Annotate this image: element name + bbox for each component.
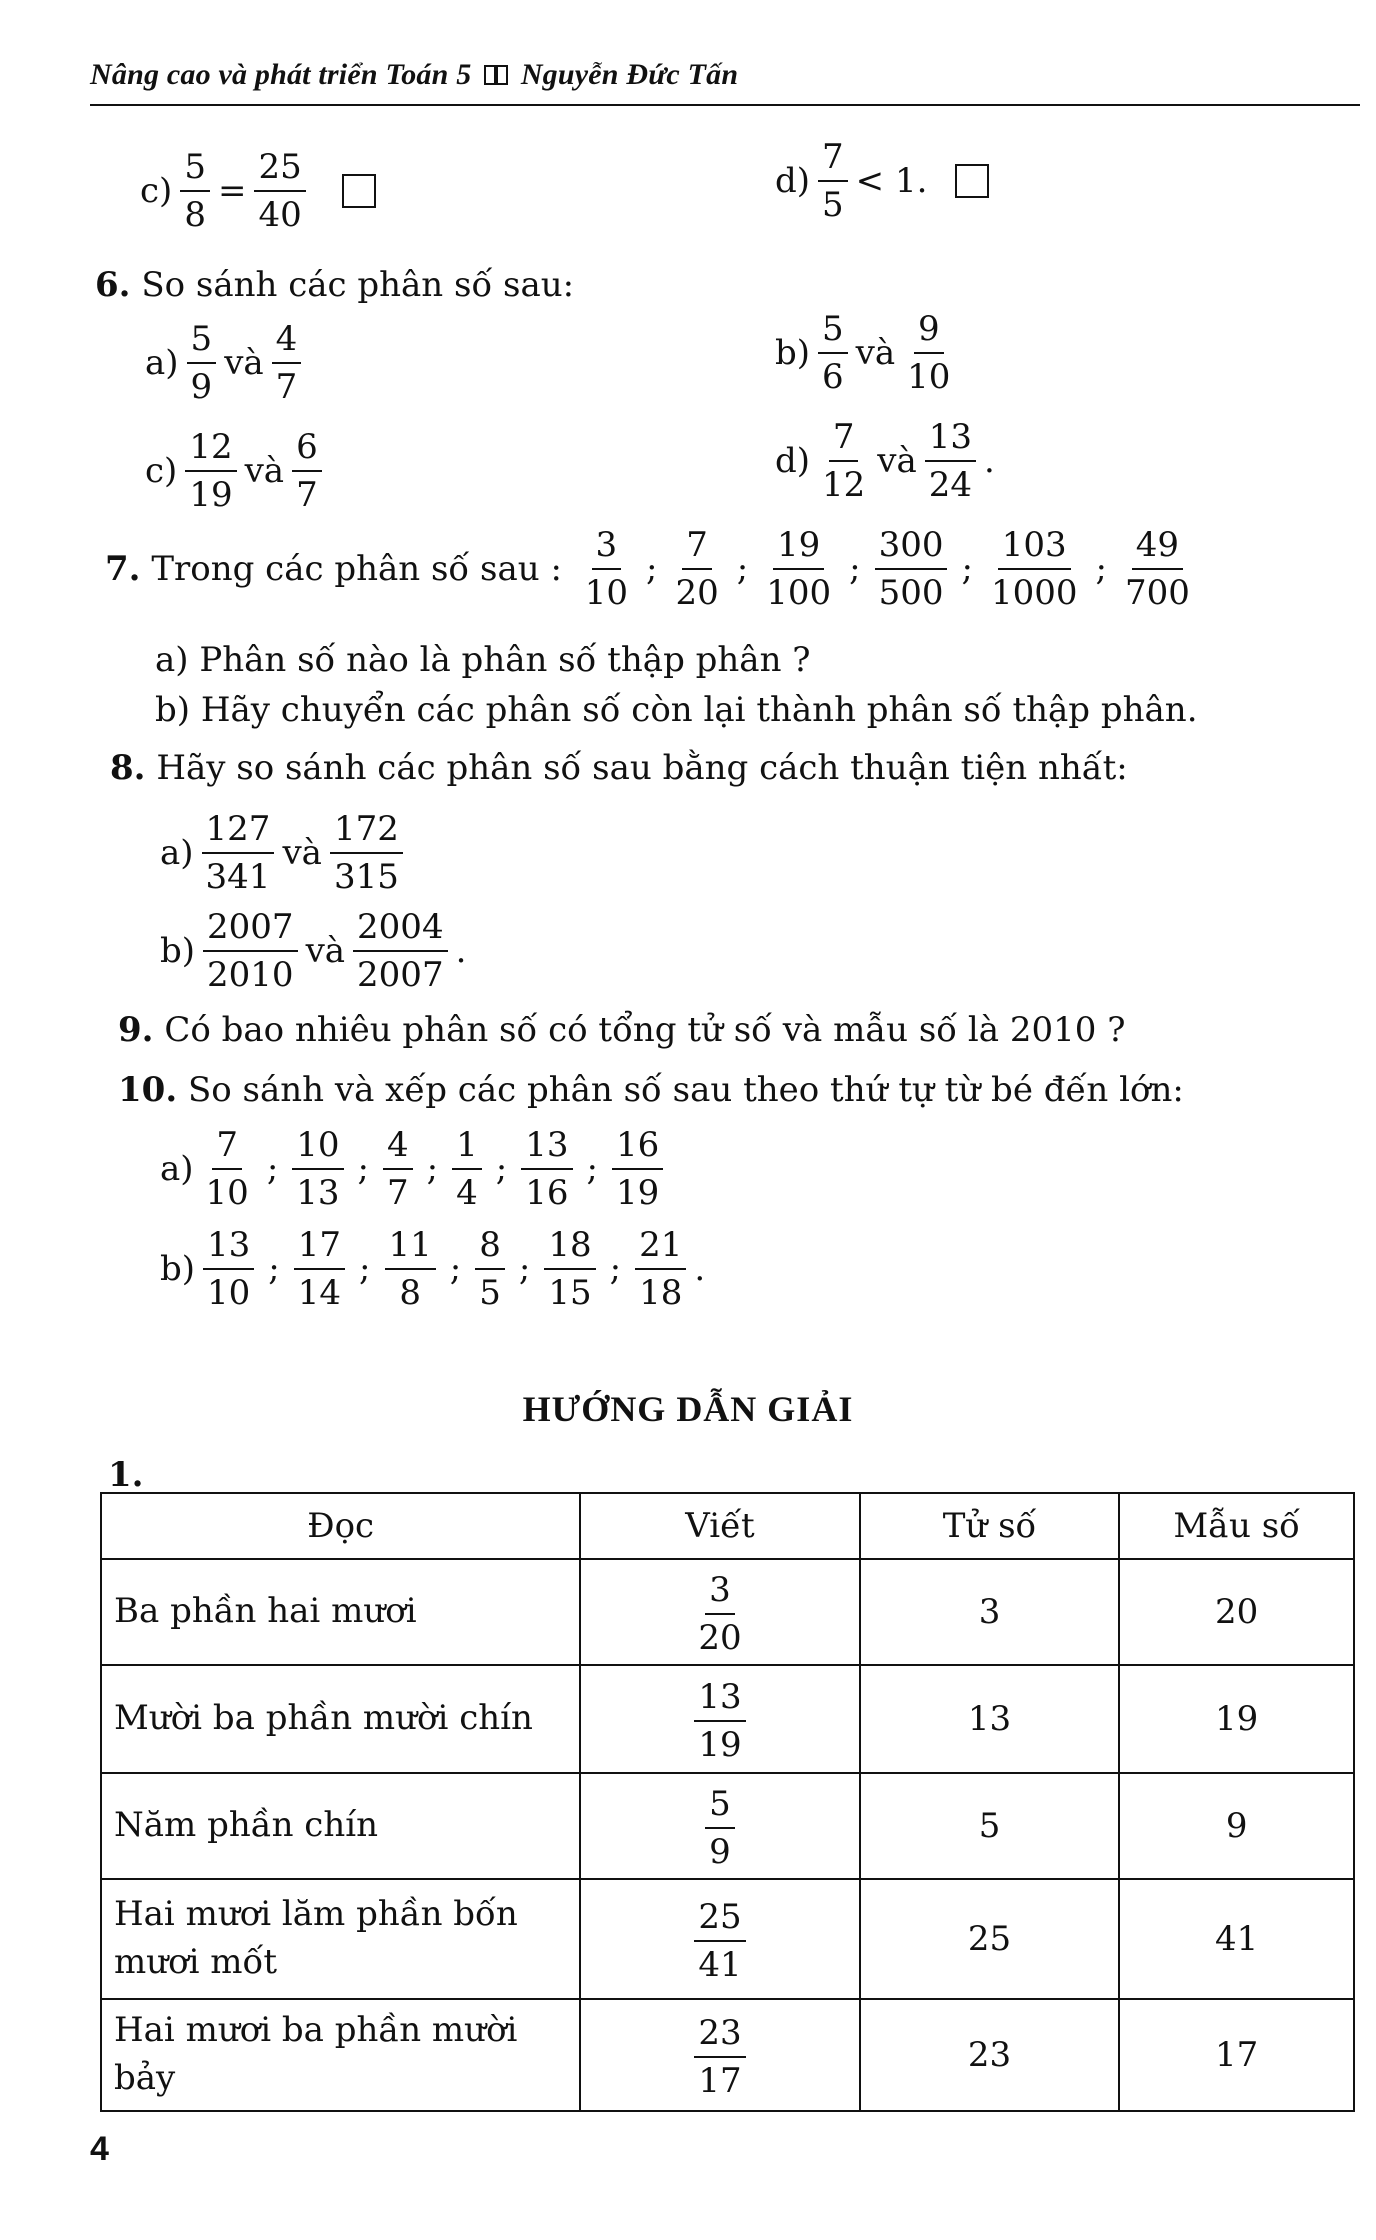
fraction: $\frac{13}{16}$	[521, 1128, 572, 1210]
ex6-a: a) $\frac{5}{9}$ và $\frac{4}{7}$	[145, 322, 309, 404]
table-header-row	[101, 1493, 1354, 1559]
ex7-b: b) Hãy chuyển các phân số còn lại thành phân số thập phân.	[155, 690, 1198, 730]
cell-numerator: 13	[860, 1665, 1120, 1773]
fraction: $\frac{13}{24}$	[925, 420, 976, 502]
fraction: $\frac{10}{13}$	[292, 1128, 343, 1210]
fraction: $\frac{18}{15}$	[544, 1228, 595, 1310]
ex6-title: 6. So sánh các phân số sau:	[95, 265, 575, 305]
ex7-title: 7. Trong các phân số sau : $\frac{3}{10}$ ; $\frac{7}{20}$ ; $\frac{19}{100}$ ; $\frac{300}{500}$ ; $\frac{103}{1000}$ ; $\frac{49}{700}$	[105, 528, 1202, 610]
fraction: $\frac{49}{700}$	[1124, 525, 1190, 613]
cell-read: Hai mươi lăm phần bốn mươi mốt	[101, 1879, 580, 1999]
fraction: $\frac{25}{40}$	[254, 150, 305, 232]
cell-write	[580, 1773, 860, 1879]
cell-numerator: 25	[860, 1879, 1120, 1999]
table-row	[101, 1559, 1354, 1665]
fraction: $\frac{16}{19}$	[612, 1128, 663, 1210]
answer-checkbox[interactable]	[955, 164, 989, 198]
column-header: Viết	[580, 1493, 860, 1559]
fraction: $\frac{127}{341}$	[202, 812, 275, 894]
cell-read: Ba phần hai mươi	[101, 1559, 580, 1665]
ex10-title: 10. So sánh và xếp các phân số sau theo thứ tự từ bé đến lớn:	[118, 1070, 1184, 1110]
cell-read: Mười ba phần mười chín	[101, 1665, 580, 1773]
ex6-c: c) $\frac{12}{19}$ và $\frac{6}{7}$	[145, 430, 330, 512]
fraction: $\frac{5}{9}$	[705, 1787, 735, 1869]
ex8-title: 8. Hãy so sánh các phân số sau bằng cách thuận tiện nhất:	[110, 748, 1128, 788]
ex8-b: b) $\frac{2007}{2010}$ và $\frac{2004}{2007}$ .	[160, 907, 467, 995]
answer-checkbox[interactable]	[342, 174, 376, 208]
fraction: $\frac{5}{8}$	[180, 150, 210, 232]
column-header: Đọc	[101, 1493, 580, 1559]
fraction: $\frac{13}{10}$	[203, 1228, 254, 1310]
fraction: $\frac{13}{19}$	[694, 1680, 745, 1762]
fraction: $\frac{172}{315}$	[330, 812, 403, 894]
fraction: $\frac{5}{6}$	[818, 312, 848, 394]
fraction: $\frac{7}{20}$	[675, 525, 719, 613]
book-icon	[483, 63, 509, 87]
ex7-a: a) Phân số nào là phân số thập phân ?	[155, 640, 811, 680]
cell-numerator: 23	[860, 1999, 1120, 2111]
fraction: $\frac{300}{500}$	[875, 528, 948, 610]
column-header: Mẫu số	[1119, 1493, 1354, 1559]
ex10-b: b) $\frac{13}{10}$ ; $\frac{17}{14}$ ; $\frac{11}{8}$ ; $\frac{8}{5}$ ; $\frac{18}{15}$ ; $\frac{21}{18}$ .	[160, 1225, 706, 1313]
ex9: 9. Có bao nhiêu phân số có tổng tử số và mẫu số là 2010 ?	[118, 1010, 1126, 1050]
ex5-d: d) $\frac{7}{5}$ < 1.	[775, 140, 989, 222]
header-rule	[90, 104, 1360, 106]
fraction: $\frac{21}{18}$	[635, 1228, 686, 1310]
header-author: Nguyễn Đức Tấn	[520, 58, 739, 91]
solutions-heading: HƯỚNG DẪN GIẢI	[522, 1389, 854, 1429]
fraction: $\frac{11}{8}$	[385, 1228, 436, 1310]
table-row	[101, 1879, 1354, 1999]
cell-denominator: 19	[1119, 1665, 1354, 1773]
cell-denominator: 20	[1119, 1559, 1354, 1665]
fraction: $\frac{23}{17}$	[694, 2016, 745, 2098]
table-row	[101, 1773, 1354, 1879]
header-title: Nâng cao và phát triển Toán 5	[90, 58, 472, 91]
column-header: Tử số	[860, 1493, 1120, 1559]
fraction: $\frac{2004}{2007}$	[353, 910, 448, 992]
cell-denominator: 17	[1119, 1999, 1354, 2111]
table-row	[101, 1665, 1354, 1773]
ex8-a: a) $\frac{127}{341}$ và $\frac{172}{315}$	[160, 812, 411, 894]
fraction: $\frac{9}{10}$	[907, 309, 951, 397]
fraction: $\frac{19}{100}$	[766, 525, 832, 613]
fraction: $\frac{103}{1000}$	[990, 525, 1078, 613]
cell-write	[580, 1879, 860, 1999]
ex6-b: b) $\frac{5}{6}$ và $\frac{9}{10}$	[775, 312, 962, 394]
table-row	[101, 1999, 1354, 2111]
solution-item-number: 1.	[108, 1455, 144, 1495]
page-number: 4	[90, 2130, 109, 2168]
fraction: $\frac{12}{19}$	[185, 430, 236, 512]
fraction: $\frac{7}{10}$	[205, 1125, 249, 1213]
fraction: $\frac{3}{10}$	[584, 525, 628, 613]
cell-numerator: 5	[860, 1773, 1120, 1879]
fraction: $\frac{17}{14}$	[294, 1228, 345, 1310]
cell-read: Năm phần chín	[101, 1773, 580, 1879]
fraction: $\frac{4}{7}$	[383, 1128, 413, 1210]
cell-denominator: 9	[1119, 1773, 1354, 1879]
fraction: $\frac{3}{20}$	[698, 1569, 742, 1658]
cell-numerator: 3	[860, 1559, 1120, 1665]
page-header	[90, 58, 1340, 92]
cell-read: Hai mươi ba phần mười bảy	[101, 1999, 580, 2111]
fraction: $\frac{7}{12}$	[822, 417, 866, 505]
cell-write	[580, 1999, 860, 2111]
fraction: $\frac{2007}{2010}$	[203, 910, 298, 992]
ex10-a: a) $\frac{7}{10}$ ; $\frac{10}{13}$ ; $\frac{4}{7}$ ; $\frac{1}{4}$ ; $\frac{13}{16}$ ; $\frac{16}{19}$	[160, 1128, 671, 1210]
ex6-d: d) $\frac{7}{12}$ và $\frac{13}{24}$ .	[775, 417, 995, 505]
solutions-table	[100, 1492, 1355, 2112]
fraction: $\frac{7}{5}$	[818, 140, 848, 222]
ex5-c: c) $\frac{5}{8}$ = $\frac{25}{40}$	[140, 150, 376, 232]
fraction: $\frac{1}{4}$	[452, 1128, 482, 1210]
cell-denominator: 41	[1119, 1879, 1354, 1999]
fraction: $\frac{5}{9}$	[187, 322, 217, 404]
cell-write	[580, 1559, 860, 1665]
fraction: $\frac{4}{7}$	[272, 322, 302, 404]
fraction: $\frac{25}{41}$	[694, 1900, 745, 1982]
fraction: $\frac{6}{7}$	[292, 430, 322, 512]
cell-write	[580, 1665, 860, 1773]
fraction: $\frac{8}{5}$	[475, 1228, 505, 1310]
